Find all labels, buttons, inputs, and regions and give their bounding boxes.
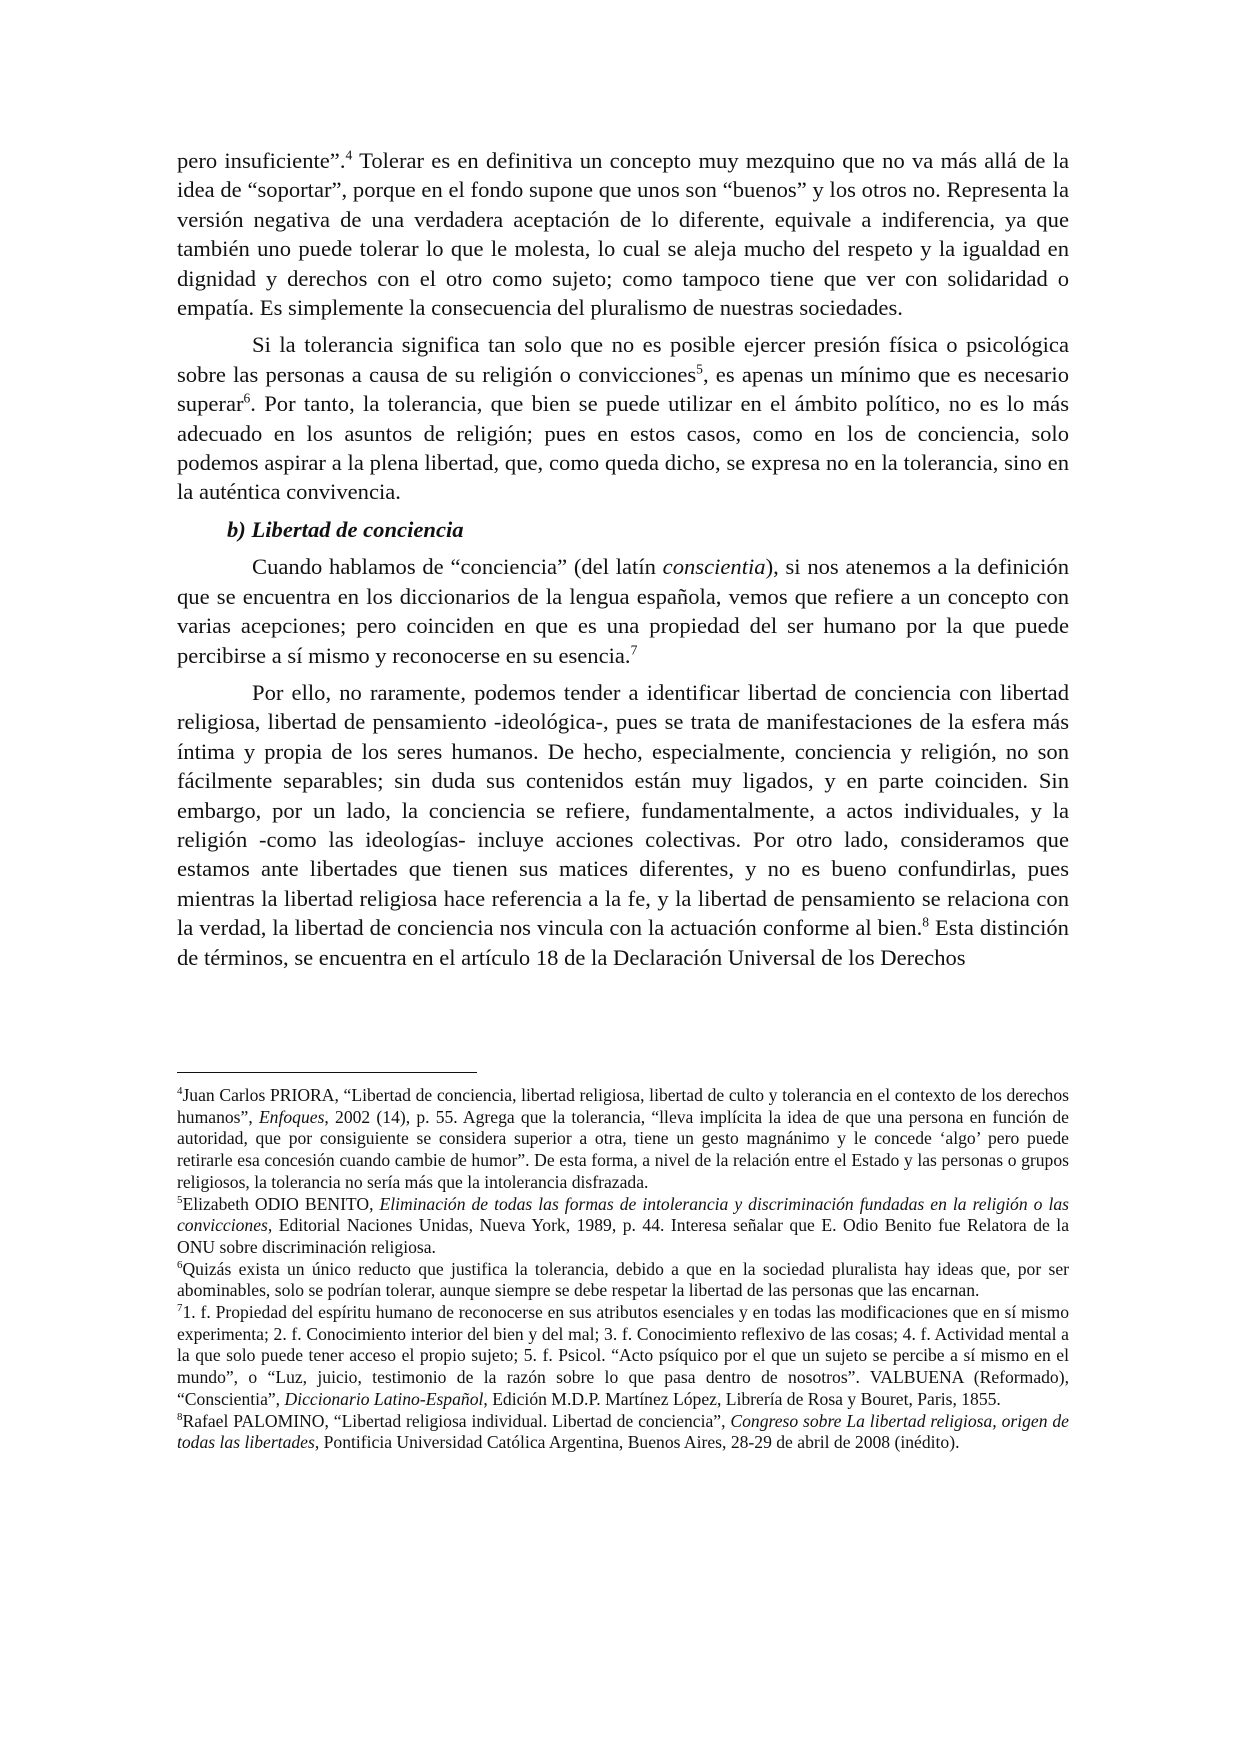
footnote-ref-8: 8 (922, 914, 929, 930)
footnote-text: , Edición M.D.P. Martínez López, Librería de Rosa y Bouret, Paris, 1855. (483, 1388, 1001, 1409)
paragraph-2-text-b: , es apenas un mínimo que es necesario superar (177, 361, 1070, 417)
paragraph-4-text-a: Por ello, no raramente, podemos tender a identificar libertad de conciencia con libertad religiosa, libertad de pensamiento -ideológica-, pues se trata de manifestaciones de la esfera más íntima y propia de los seres humanos. De hecho, especialmente, conciencia y religión, no son fácilmente separables; sin duda sus contenidos están muy ligados, y en parte coinciden. Sin embargo, por un lado, la conciencia se refiere, fundamentalmente, a actos individuales, y la religión -como las ideologías- incluye acciones colectivas. Por otro lado, consideramos que estamos ante libertades que tienen sus matices diferentes, y no es bueno confundirlas, pues mientras la libertad religiosa hace referencia a la fe, y la libertad de pensamiento se relaciona con la verdad, la libertad de conciencia nos vincula con la actuación conforme al bien. (177, 679, 1069, 941)
footnote-ref-5: 5 (696, 361, 703, 377)
footnote-text: , Editorial Naciones Unidas, Nueva York, 1989, p. 44. Interesa señalar que E. Odio Benito fue Relatora de la ONU sobre discriminación religiosa. (177, 1215, 1069, 1257)
paragraph-2-text-c: . Por tanto, la tolerancia, que bien se puede utilizar en el ámbito político, no es lo más adecuado en los asuntos de religión; pues en estos casos, como en los de conciencia, solo podemos aspirar a la plena libertad, que, como queda dicho, se expresa no en la tolerancia, sino en la auténtica convivencia. (177, 391, 1069, 505)
footnote-text: , Pontificia Universidad Católica Argentina, Buenos Aires, 28-29 de abril de 2008 (inédito). (314, 1432, 960, 1453)
footnote-ref-6: 6 (243, 390, 251, 406)
footnote-text: Elizabeth ODIO BENITO, (182, 1193, 380, 1214)
paragraph-2 (177, 330, 1069, 506)
footnote-italic: Eliminación de todas las formas de intolerancia y discriminación fundadas en la religión o las convicciones (177, 1193, 1069, 1236)
footnote-5 (177, 1194, 1069, 1259)
paragraph-1 (177, 146, 1069, 322)
paragraph-1-text-a: pero insuficiente”. (177, 148, 346, 173)
paragraph-1-text-b: Tolerar es en definitiva un concepto muy mezquino que no va más allá de la idea de “soportar”, porque en el fondo supone que unos son “buenos” y los otros no. Representa la versión negativa de una verdadera aceptación de lo diferente, equivale a indiferencia, ya que también uno puede tolerar lo que le molesta, lo cual se aleja mucho del respeto y la igualdad en dignidad y derechos con el otro como sujeto; como tampoco tiene que ver con solidaridad o empatía. Es simplemente la consecuencia del pluralismo de nuestras sociedades. (177, 148, 1070, 321)
footnote-text: 1. f. Propiedad del espíritu humano de reconocerse en sus atributos esenciales y en todas las modificaciones que en sí mismo experimenta; 2. f. Conocimiento interior del bien y del mal; 3. f. Conocimiento reflexivo de las cosas; 4. f. Actividad mental a la que solo puede tener acceso el propio sujeto; 5. f. Psicol. “Acto psíquico por el que un sujeto se percibe a sí mismo en el mundo”, o “Luz, juicio, testimonio de la razón sobre lo que pasa dentro de nosotros”. VALBUENA (Reformado), “Conscientia”, (177, 1302, 1069, 1409)
footnote-italic: Enfoques (258, 1106, 325, 1127)
paragraph-3-text-b: ), si nos atenemos a la definición que se encuentra en los diccionarios de la lengua española, vemos que refiere a un concepto con varias acepciones; pero coinciden en que es una propiedad del ser humano por la que puede percibirse a sí mismo y reconocerse en su esencia. (177, 554, 1069, 668)
footnote-8 (177, 1411, 1069, 1454)
footnote-text: Rafael PALOMINO, “Libertad religiosa individual. Libertad de conciencia”, (182, 1410, 731, 1431)
paragraph-2-text-a: Si la tolerancia significa tan solo que no es posible ejercer presión física o psicológica sobre las personas a causa de su religión o convicciones (177, 332, 1069, 387)
footnotes (177, 1085, 1069, 1454)
footnote-text: Juan Carlos PRIORA, “Libertad de conciencia, libertad religiosa, libertad de culto y tolerancia en el contexto de los derechos humanos”, (177, 1085, 1069, 1127)
footnote-divider (177, 1072, 477, 1073)
footnote-number: 8 (177, 1410, 183, 1423)
footnote-text: Quizás exista un único reducto que justifica la tolerancia, debido a que en la sociedad pluralista hay ideas que, por ser abominables, solo se podrían tolerar, aunque siempre se debe respetar la libertad de las personas que las encarnan. (177, 1258, 1069, 1301)
footnote-ref-7: 7 (630, 641, 638, 657)
main-text (177, 146, 1069, 980)
footnote-7 (177, 1302, 1069, 1411)
paragraph-3-text-a: Cuando hablamos de “conciencia” (del latín (252, 554, 663, 580)
footnote-italic: Diccionario Latino-Español (284, 1388, 484, 1409)
footnote-ref-4: 4 (345, 147, 353, 163)
paragraph-3 (177, 552, 1069, 670)
footnote-number: 5 (177, 1193, 183, 1206)
paragraph-4 (177, 678, 1069, 972)
footnote-text: , 2002 (14), p. 55. Agrega que la tolerancia, “lleva implícita la idea de que una persona en función de autoridad, que por consiguiente se considera superior a otra, tiene un gesto magnánimo y le concede ‘algo’ pero puede retirarle esa concesión cuando cambie de humor”. De esta forma, a nivel de la relación entre el Estado y las personas o grupos religiosos, la tolerancia no sería más que la intolerancia disfrazada. (177, 1106, 1069, 1192)
footnote-number: 4 (177, 1085, 183, 1098)
paragraph-3-latin-term: conscientia (662, 554, 766, 580)
paragraph-4-text-b: Esta distinción de términos, se encuentra en el artículo 18 de la Declaración Universal de los Derechos (177, 915, 1069, 970)
footnote-4 (177, 1085, 1069, 1194)
footnote-number: 7 (177, 1302, 183, 1315)
footnote-number: 6 (177, 1258, 183, 1271)
footnote-6 (177, 1259, 1069, 1302)
footnote-italic: Congreso sobre La libertad religiosa, origen de todas las libertades (177, 1410, 1069, 1453)
section-heading: b) Libertad de conciencia (227, 516, 464, 542)
